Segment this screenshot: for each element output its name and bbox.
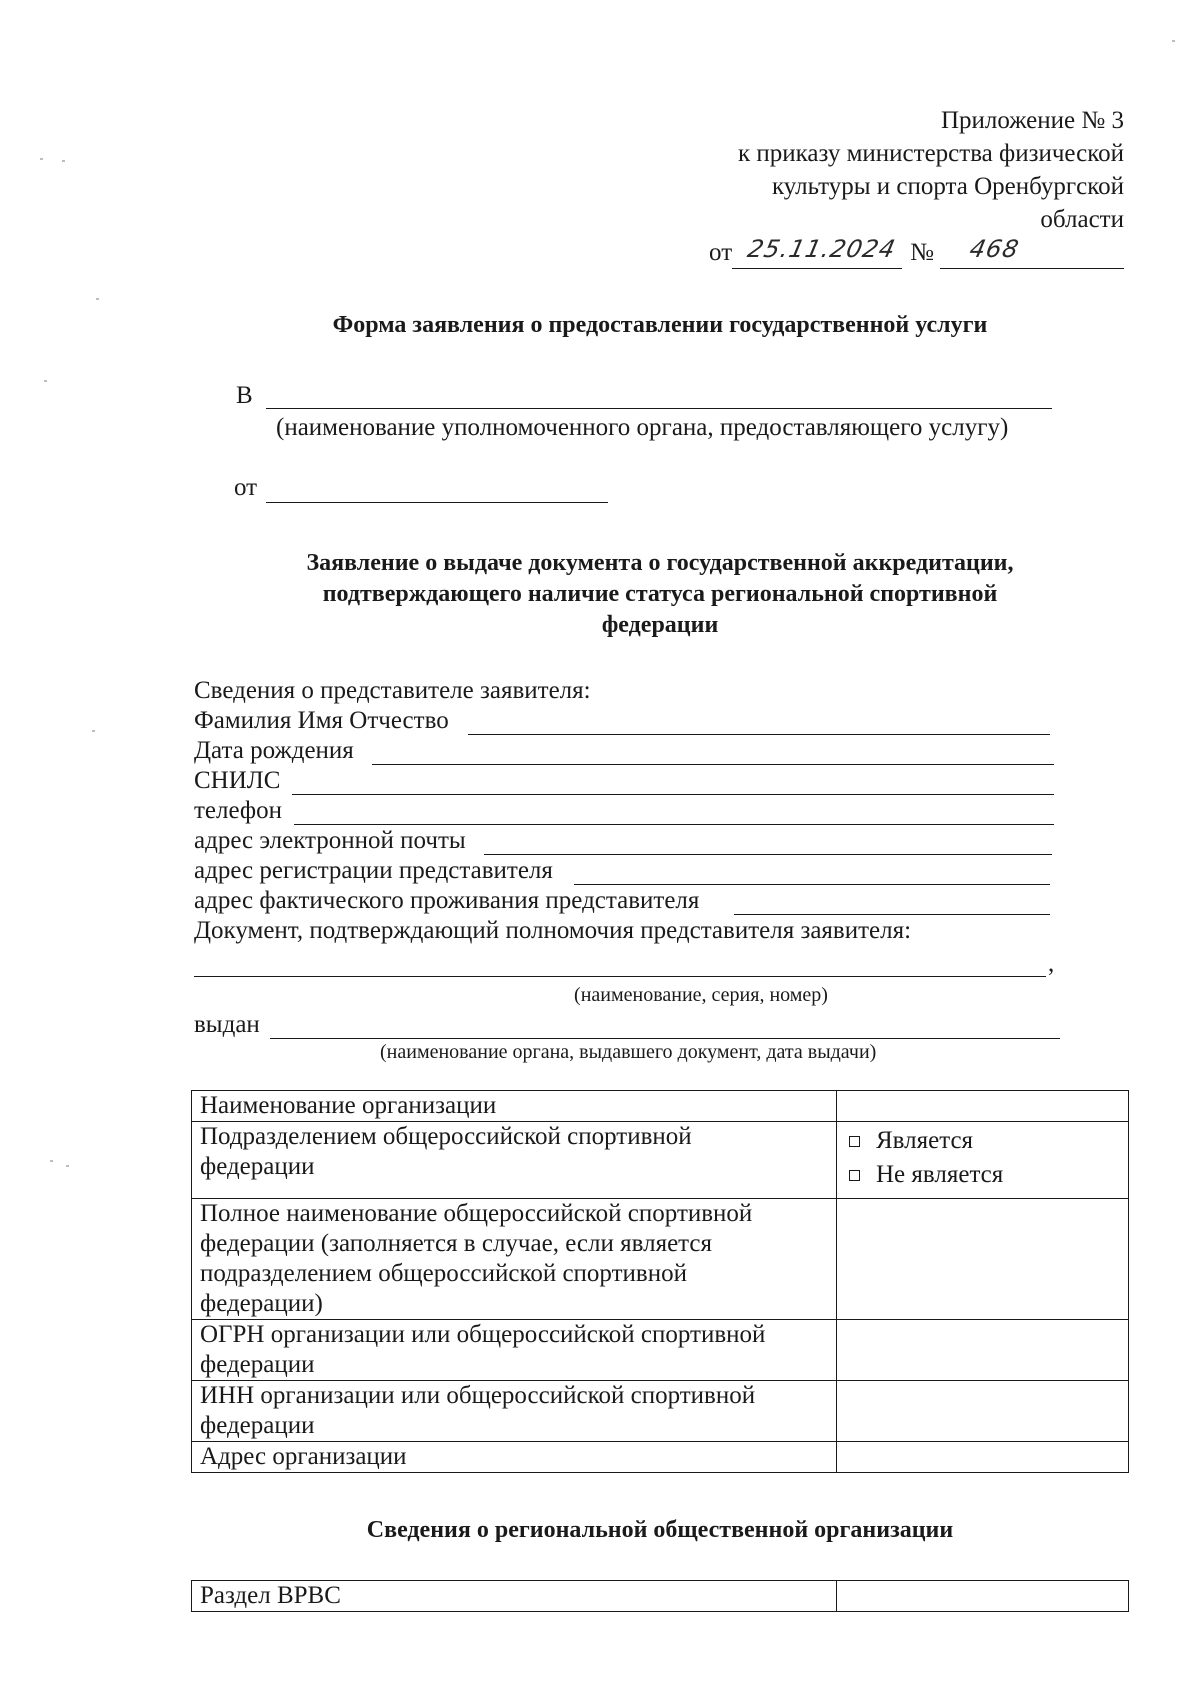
checkbox-is[interactable] [849, 1136, 860, 1147]
field-label: адрес регистрации представителя [194, 857, 553, 884]
cell-text: Адрес организации [200, 1443, 407, 1470]
to-label: В [236, 382, 253, 409]
org-address-label [192, 1442, 837, 1473]
option-label: Является [876, 1127, 974, 1154]
birth-date-input-line[interactable] [372, 736, 1054, 765]
vrvs-section-value[interactable] [837, 1581, 1129, 1612]
date-prefix: от [709, 239, 733, 266]
appendix-date-row [604, 236, 1124, 269]
actual-address-input-line[interactable] [734, 886, 1050, 915]
field-label: СНИЛС [194, 767, 281, 794]
document-trailing-comma: , [1048, 950, 1055, 977]
cell-text-line: федерации (заполняется в случае, если является [200, 1230, 712, 1257]
table-row [192, 1091, 1129, 1122]
full-federation-name-value[interactable] [837, 1199, 1129, 1320]
date-field [732, 235, 902, 269]
table-row [192, 1442, 1129, 1473]
form-title: Форма заявления о предоставлении государственной услуги [332, 312, 988, 338]
scan-speck [96, 298, 99, 300]
scan-speck [66, 1165, 69, 1167]
regional-table [191, 1580, 1129, 1612]
from-input-line[interactable] [266, 472, 608, 503]
number-handwritten: 468 [967, 235, 1022, 263]
from-label: от [234, 474, 258, 501]
inn-value[interactable] [837, 1381, 1129, 1442]
field-registration-address [194, 856, 553, 886]
subdivision-options [837, 1122, 1129, 1199]
appendix-line-2: к приказу министерства физической [737, 140, 1124, 167]
issued-caption: (наименование органа, выдавшего документ, дата выдачи) [380, 1041, 877, 1063]
subdivision-label [192, 1122, 837, 1199]
checkbox-is-not[interactable] [849, 1170, 860, 1181]
number-field [940, 235, 1124, 269]
document-label: Документ, подтверждающий полномочия представителя заявителя: [194, 917, 912, 944]
field-actual-address [194, 886, 699, 916]
field-label: Фамилия Имя Отчество [194, 707, 449, 734]
table-row [192, 1581, 1129, 1612]
to-caption: (наименование уполномоченного органа, предоставляющего услугу) [276, 414, 1009, 441]
cell-text: Наименование организации [200, 1092, 497, 1119]
scan-speck [40, 158, 43, 160]
inn-label [192, 1381, 837, 1442]
registration-address-input-line[interactable] [574, 856, 1050, 885]
cell-text-line: Полное наименование общероссийской спортивной [200, 1200, 753, 1227]
to-input-line[interactable] [266, 378, 1052, 409]
scan-speck [1172, 40, 1175, 42]
cell-text-line: федерации [200, 1412, 315, 1439]
option-is[interactable] [845, 1126, 1120, 1156]
cell-text-line: федерации [200, 1351, 315, 1378]
table-row [192, 1122, 1129, 1199]
org-name-label [192, 1091, 837, 1122]
cell-text: Раздел ВРВС [200, 1582, 341, 1609]
option-label: Не является [876, 1161, 1004, 1188]
org-name-value[interactable] [837, 1091, 1129, 1122]
scan-speck [50, 1160, 53, 1162]
field-label: адрес электронной почты [194, 827, 466, 854]
field-full-name [194, 706, 449, 736]
field-email [194, 826, 466, 856]
appendix-line-1: Приложение № 3 [940, 107, 1124, 134]
table-row [192, 1199, 1129, 1320]
cell-text-line: подразделением общероссийской спортивной [200, 1260, 687, 1287]
field-label: телефон [194, 797, 282, 824]
cell-text-line: федерации) [200, 1290, 323, 1317]
option-is-not[interactable] [845, 1160, 1120, 1190]
table-row [192, 1381, 1129, 1442]
cell-text-line: Подразделением общероссийской спортивной [200, 1123, 692, 1150]
field-snils [194, 766, 280, 796]
regional-section-title: Сведения о региональной общественной организации [366, 1517, 954, 1543]
table-row [192, 1320, 1129, 1381]
application-title-line-1: Заявление о выдаче документа о государственной аккредитации, [306, 550, 1014, 576]
phone-input-line[interactable] [294, 796, 1054, 825]
scan-speck [44, 380, 47, 382]
appendix-line-3: культуры и спорта Оренбургской [771, 173, 1124, 200]
scan-speck [62, 160, 65, 162]
full-federation-name-label [192, 1199, 837, 1320]
appendix-block [604, 104, 1124, 269]
number-prefix: № [910, 239, 934, 266]
representative-header: Сведения о представителе заявителя: [194, 677, 591, 704]
ogrn-label [192, 1320, 837, 1381]
issued-input-line[interactable] [270, 1008, 1060, 1039]
field-label: Дата рождения [194, 737, 354, 764]
email-input-line[interactable] [484, 826, 1052, 855]
date-handwritten: 25.11.2024 [745, 235, 899, 263]
ogrn-value[interactable] [837, 1320, 1129, 1381]
cell-text-line: ИНН организации или общероссийской спортивной [200, 1382, 756, 1409]
org-address-value[interactable] [837, 1442, 1129, 1473]
field-birth-date [194, 736, 354, 766]
issued-label: выдан [194, 1011, 260, 1038]
full-name-input-line[interactable] [468, 706, 1050, 735]
field-phone [194, 796, 282, 826]
application-title-line-2: подтверждающего наличие статуса региональной спортивной [322, 581, 998, 607]
vrvs-section-label [192, 1581, 837, 1612]
application-title [240, 548, 1080, 641]
application-title-line-3: федерации [601, 612, 719, 638]
cell-text-line: ОГРН организации или общероссийской спортивной [200, 1321, 766, 1348]
organization-table [191, 1090, 1129, 1473]
field-label: адрес фактического проживания представителя [194, 887, 700, 914]
snils-input-line[interactable] [292, 766, 1054, 795]
cell-text-line: федерации [200, 1153, 315, 1180]
appendix-line-4: области [1040, 206, 1124, 233]
scan-speck [92, 730, 95, 732]
document-caption: (наименование, серия, номер) [574, 984, 828, 1006]
document-input-line[interactable] [194, 946, 1046, 977]
